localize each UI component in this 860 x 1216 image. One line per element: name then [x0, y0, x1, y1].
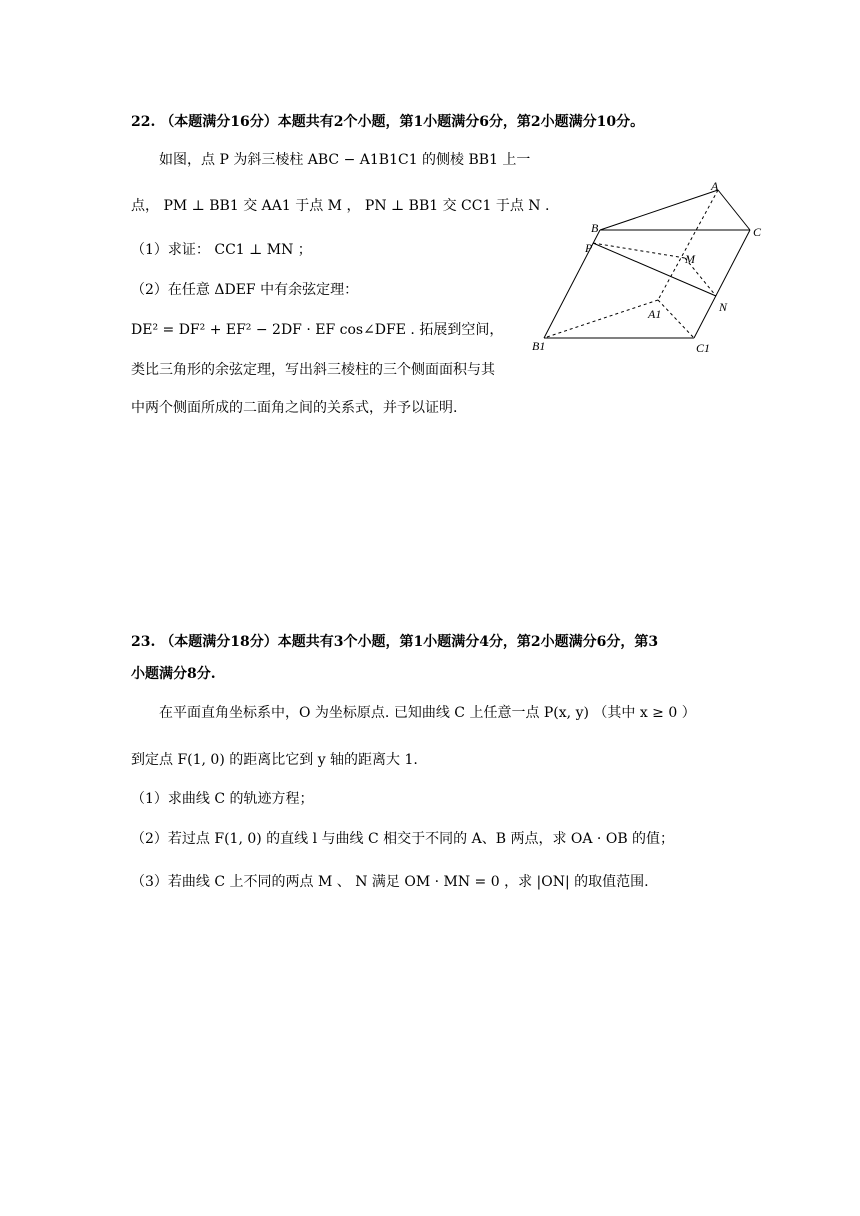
- segment-PN: [593, 243, 716, 296]
- q23-intro-text1: 在平面直角坐标系中，O 为坐标原点. 已知曲线 C 上任意一点 P(x, y) （其中 x ≥ 0 ）: [159, 705, 696, 721]
- edge-BA: [600, 190, 718, 230]
- label-M: M: [685, 252, 695, 266]
- q23-part3: [131, 872, 649, 892]
- q22-text3: [131, 398, 457, 418]
- segment-PM: [593, 243, 685, 258]
- q23-header-line2: [131, 664, 216, 684]
- label-C1: C1: [696, 341, 711, 355]
- q23-part1: [131, 789, 314, 809]
- label-B1: B1: [532, 339, 546, 353]
- q22-formula: [131, 320, 503, 340]
- q22-text2-content: 类比三角形的余弦定理，写出斜三棱柱的三个侧面面积与其: [131, 362, 495, 378]
- label-A1: A1: [648, 307, 662, 321]
- label-B: B: [591, 221, 599, 235]
- q22-part2-text: （2）在任意 ΔDEF 中有余弦定理：: [131, 282, 359, 298]
- q23-part2: [131, 829, 674, 849]
- q23-intro-line2: [131, 750, 418, 770]
- q22-text3-content: 中两个侧面所成的二面角之间的关系式，并予以证明.: [131, 400, 458, 416]
- q22-intro-text1: 如图，点 P 为斜三棱柱 ABC − A1B1C1 的侧棱 BB1 上一: [159, 152, 531, 168]
- label-A: A: [711, 180, 719, 193]
- q22-header: [131, 112, 644, 132]
- q22-part1-text: （1）求证： CC1 ⊥ MN ；: [131, 242, 312, 258]
- q22-formula-text: DE² = DF² + EF² − 2DF · EF cos∠DFE . 拓展到空间，: [131, 322, 504, 338]
- q23-header-line1: [131, 632, 658, 652]
- label-N: N: [719, 300, 728, 314]
- q23-part2-text: （2）若过点 F(1, 0) 的直线 l 与曲线 C 相交于不同的 A、B 两点，求 OA · OB 的值；: [131, 831, 675, 847]
- q22-part2: [131, 280, 358, 300]
- edge-A1C1: [658, 300, 694, 338]
- q23-intro-text2: 到定点 F(1, 0) 的距离比它到 y 轴的距离大 1.: [131, 752, 418, 768]
- edge-CC1: [694, 230, 750, 338]
- q23-part1-text: （1）求曲线 C 的轨迹方程；: [131, 791, 314, 807]
- q22-intro-text2: 点， PM ⊥ BB1 交 AA1 于点 M ， PN ⊥ BB1 交 CC1 于点 N .: [131, 198, 550, 214]
- q22-text2: [131, 360, 495, 380]
- prism-figure: [528, 180, 778, 360]
- q22-header-text: 22. （本题满分16分）本题共有2个小题，第1小题满分6分，第2小题满分10分。: [131, 114, 645, 130]
- label-P: P: [585, 241, 593, 255]
- q22-part1: [131, 240, 312, 260]
- q22-intro-line1: [159, 150, 530, 170]
- q23-part3-text: （3）若曲线 C 上不同的两点 M 、 N 满足 OM · MN = 0 ，求 |ON| 的取值范围.: [131, 874, 649, 890]
- q23-header-text2: 小题满分8分.: [131, 666, 216, 682]
- label-C: C: [753, 225, 762, 239]
- edge-AC: [718, 190, 750, 230]
- q23-intro-line1: [159, 703, 696, 723]
- q22-intro-line2: [131, 196, 549, 216]
- q23-header-text1: 23. （本题满分18分）本题共有3个小题，第1小题满分4分，第2小题满分6分，第3: [131, 634, 659, 650]
